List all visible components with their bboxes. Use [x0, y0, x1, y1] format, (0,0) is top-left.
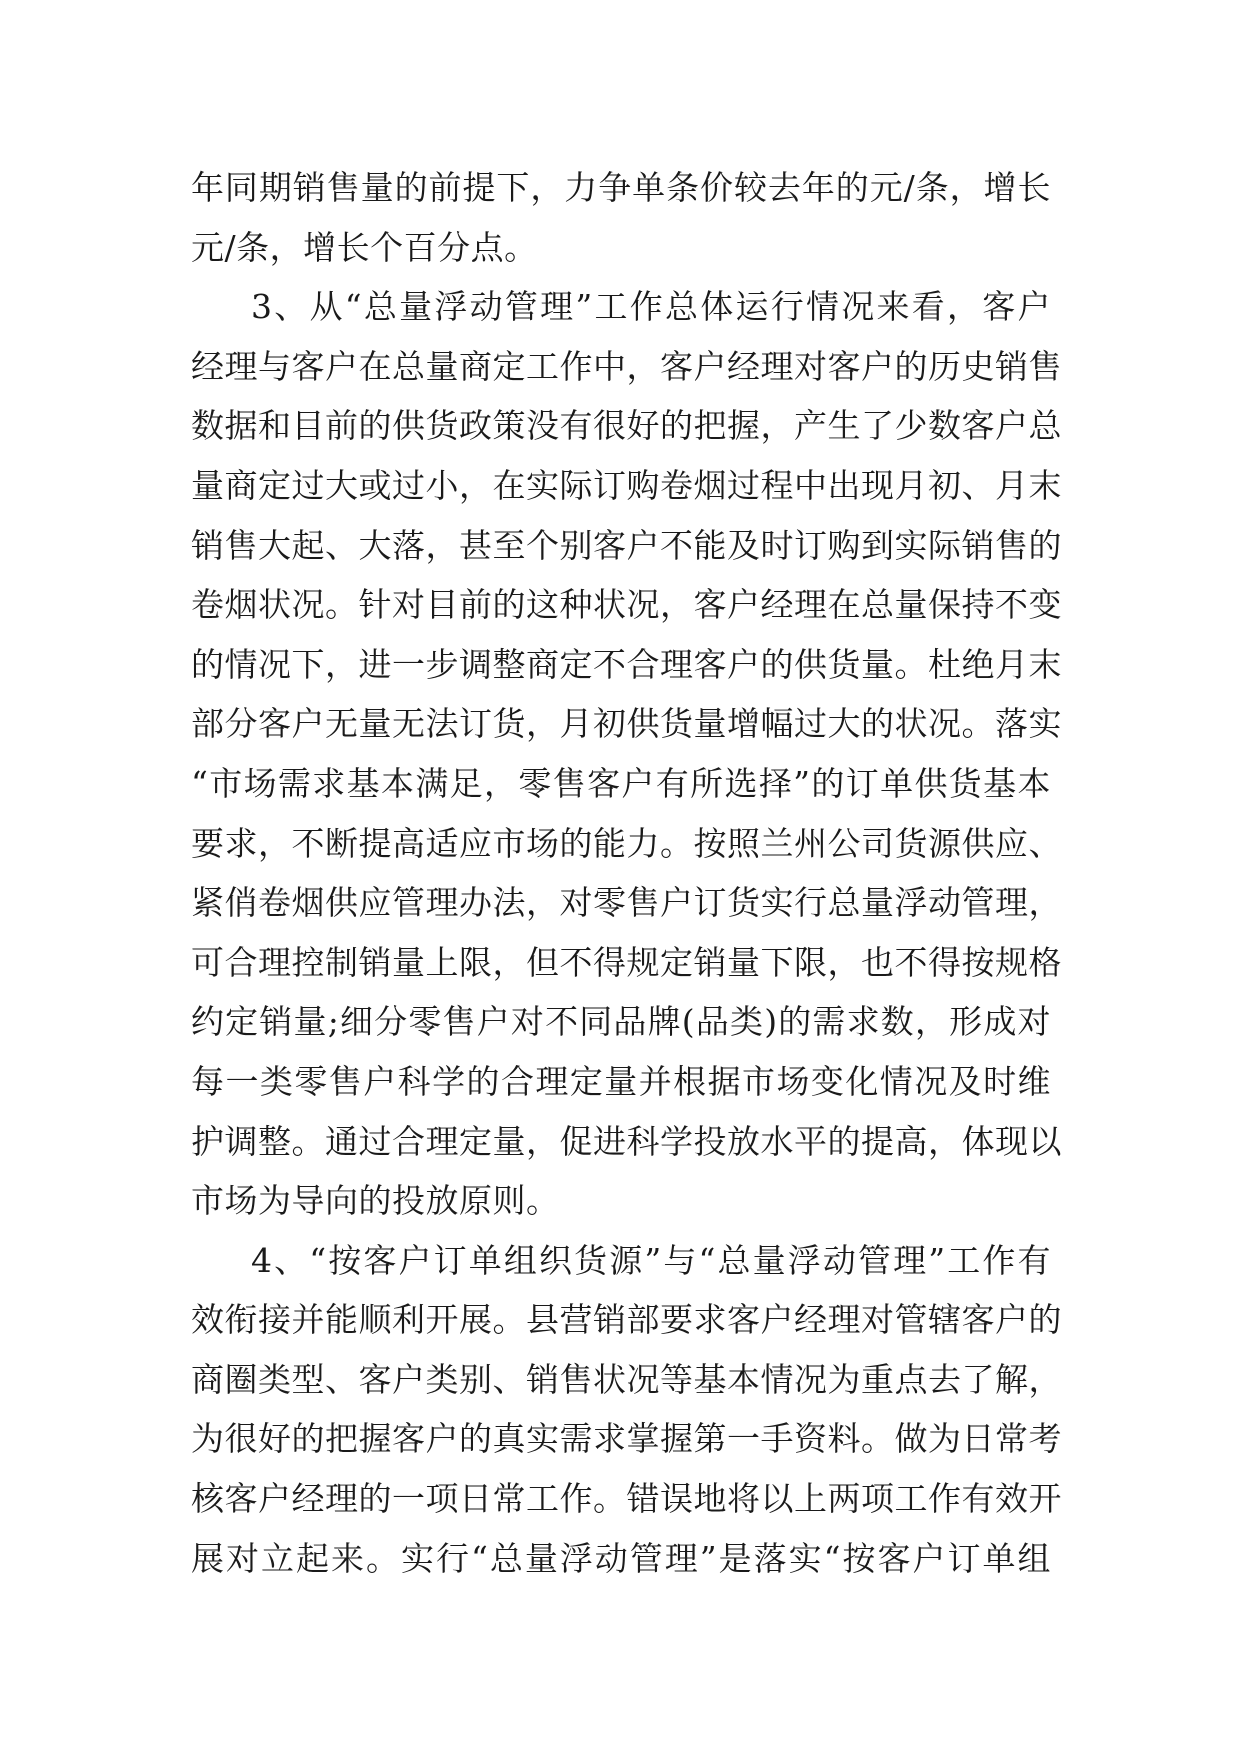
text-line: 护调整。通过合理定量，促进科学投放水平的提高，体现以 — [191, 1121, 1062, 1161]
text-line: 经理与客户在总量商定工作中，客户经理对客户的历史销售 — [191, 346, 1062, 386]
text-line: 为很好的把握客户的真实需求掌握第一手资料。做为日常考 — [191, 1419, 1062, 1459]
text-line: 效衔接并能顺利开展。县营销部要求客户经理对管辖客户的 — [191, 1300, 1062, 1340]
text-line: 部分客户无量无法订货，月初供货量增幅过大的状况。落实 — [191, 704, 1062, 744]
text-line: 核客户经理的一项日常工作。错误地将以上两项工作有效开 — [191, 1479, 1062, 1519]
text-line: 要求，不断提高适应市场的能力。按照兰州公司货源供应、 — [191, 823, 1062, 863]
text-line: 元/条，增长个百分点。 — [191, 227, 538, 267]
text-line: 约定销量;细分零售户对不同品牌(品类)的需求数，形成对 — [191, 1002, 1051, 1042]
text-line: 的情况下，进一步调整商定不合理客户的供货量。杜绝月末 — [191, 644, 1062, 684]
paragraph-start-line: 4、“按客户订单组织货源”与“总量浮动管理”工作有 — [251, 1240, 1051, 1280]
text-line: 卷烟状况。针对目前的这种状况，客户经理在总量保持不变 — [191, 585, 1062, 625]
document-body — [191, 158, 1062, 1588]
text-line: 销售大起、大落，甚至个别客户不能及时订购到实际销售的 — [191, 525, 1062, 565]
text-line: 市场为导向的投放原则。 — [191, 1181, 560, 1221]
text-line: 年同期销售量的前提下，力争单条价较去年的元/条，增长 — [191, 168, 1051, 207]
paragraph-start-line: 3、从“总量浮动管理”工作总体运行情况来看，客户 — [251, 287, 1051, 327]
text-line: 量商定过大或过小，在实际订购卷烟过程中出现月初、月末 — [191, 465, 1062, 505]
text-line: “市场需求基本满足，零售客户有所选择”的订单供货基本 — [191, 763, 1051, 803]
text-line: 可合理控制销量上限，但不得规定销量下限，也不得按规格 — [191, 942, 1062, 982]
text-line: 数据和目前的供货政策没有很好的把握，产生了少数客户总 — [191, 406, 1062, 446]
text-line: 紧俏卷烟供应管理办法，对零售户订货实行总量浮动管理， — [191, 883, 1062, 923]
text-line: 商圈类型、客户类别、销售状况等基本情况为重点去了解， — [191, 1359, 1062, 1399]
text-line: 每一类零售户科学的合理定量并根据市场变化情况及时维 — [191, 1061, 1051, 1101]
text-line: 展对立起来。实行“总量浮动管理”是落实“按客户订单组 — [191, 1538, 1051, 1578]
